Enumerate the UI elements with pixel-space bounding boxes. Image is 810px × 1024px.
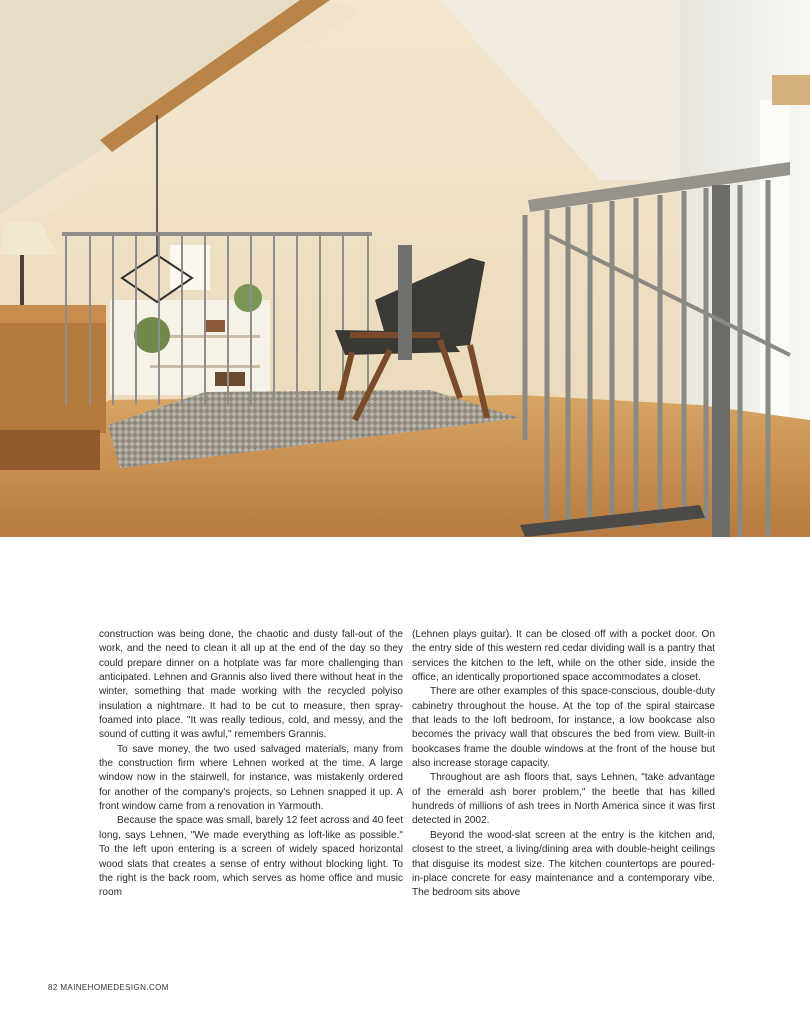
article-paragraph: Beyond the wood-slat screen at the entry is the kitchen and, closest to the street, a living/dining area with double-height ceilings that disguise its modest size. The kitchen countertops are poured-in-place concrete for easy maintenance and a contemporary vibe. The bedroom sits above bbox=[412, 829, 715, 899]
article-paragraph: Throughout are ash floors that, says Lehnen, "take advantage of the emerald ash borer problem," the beetle that has killed hundreds of millions of ash trees in North America since it was first detected in 2002. bbox=[412, 772, 715, 827]
article-paragraph: Because the space was small, barely 12 feet across and 40 feet long, says Lehnen, "We made everything as loft-like as possible." To the left upon entering is a screen of widely spaced horizontal wood slats that creates a sense of entry without blocking light. To the right is the back room, which serves as home office and music room bbox=[99, 815, 403, 899]
article-paragraph: There are other examples of this space-conscious, double-duty cabinetry throughout the house. At the top of the spiral staircase that leads to the loft bedroom, for instance, a low bookcase also becomes the privacy wall that obscures the bed from view. Built-in bookcases frame the double windows at the front of the house but also increase storage capacity. bbox=[412, 686, 715, 770]
article-column-left bbox=[99, 628, 403, 901]
article-paragraph: (Lehnen plays guitar). It can be closed off with a pocket door. On the entry side of this western red cedar dividing wall is a pantry that services the kitchen to the left, while on the other side, inside the office, an identically proportioned space accommodates a closet. bbox=[412, 629, 715, 684]
article-paragraph: construction was being done, the chaotic and dusty fall-out of the work, and the need to clean it all up at the end of the day so they could prepare dinner on a hotplate was far more challenging than anticipated. Lehnen and Grannis also lived there without heat in the winter, something that made working with the recycled polyiso insulation a nightmare. It had to be cut to measure, then spray-foamed into place. "It was really tedious, cold, and messy, and the sound of cutting it was awful," remembers Grannis. bbox=[99, 629, 403, 741]
page-folio: 82 MAINEHOMEDESIGN.COM bbox=[48, 983, 169, 992]
article-paragraph: To save money, the two used salvaged materials, many from the construction firm where Lehnen worked at the time. A large window now in the stairwell, for instance, was mistakenly ordered for another of the company's projects, so Lehnen snapped it up. A front window came from a renovation in Yarmouth. bbox=[99, 743, 403, 813]
article-column-right bbox=[412, 628, 715, 901]
